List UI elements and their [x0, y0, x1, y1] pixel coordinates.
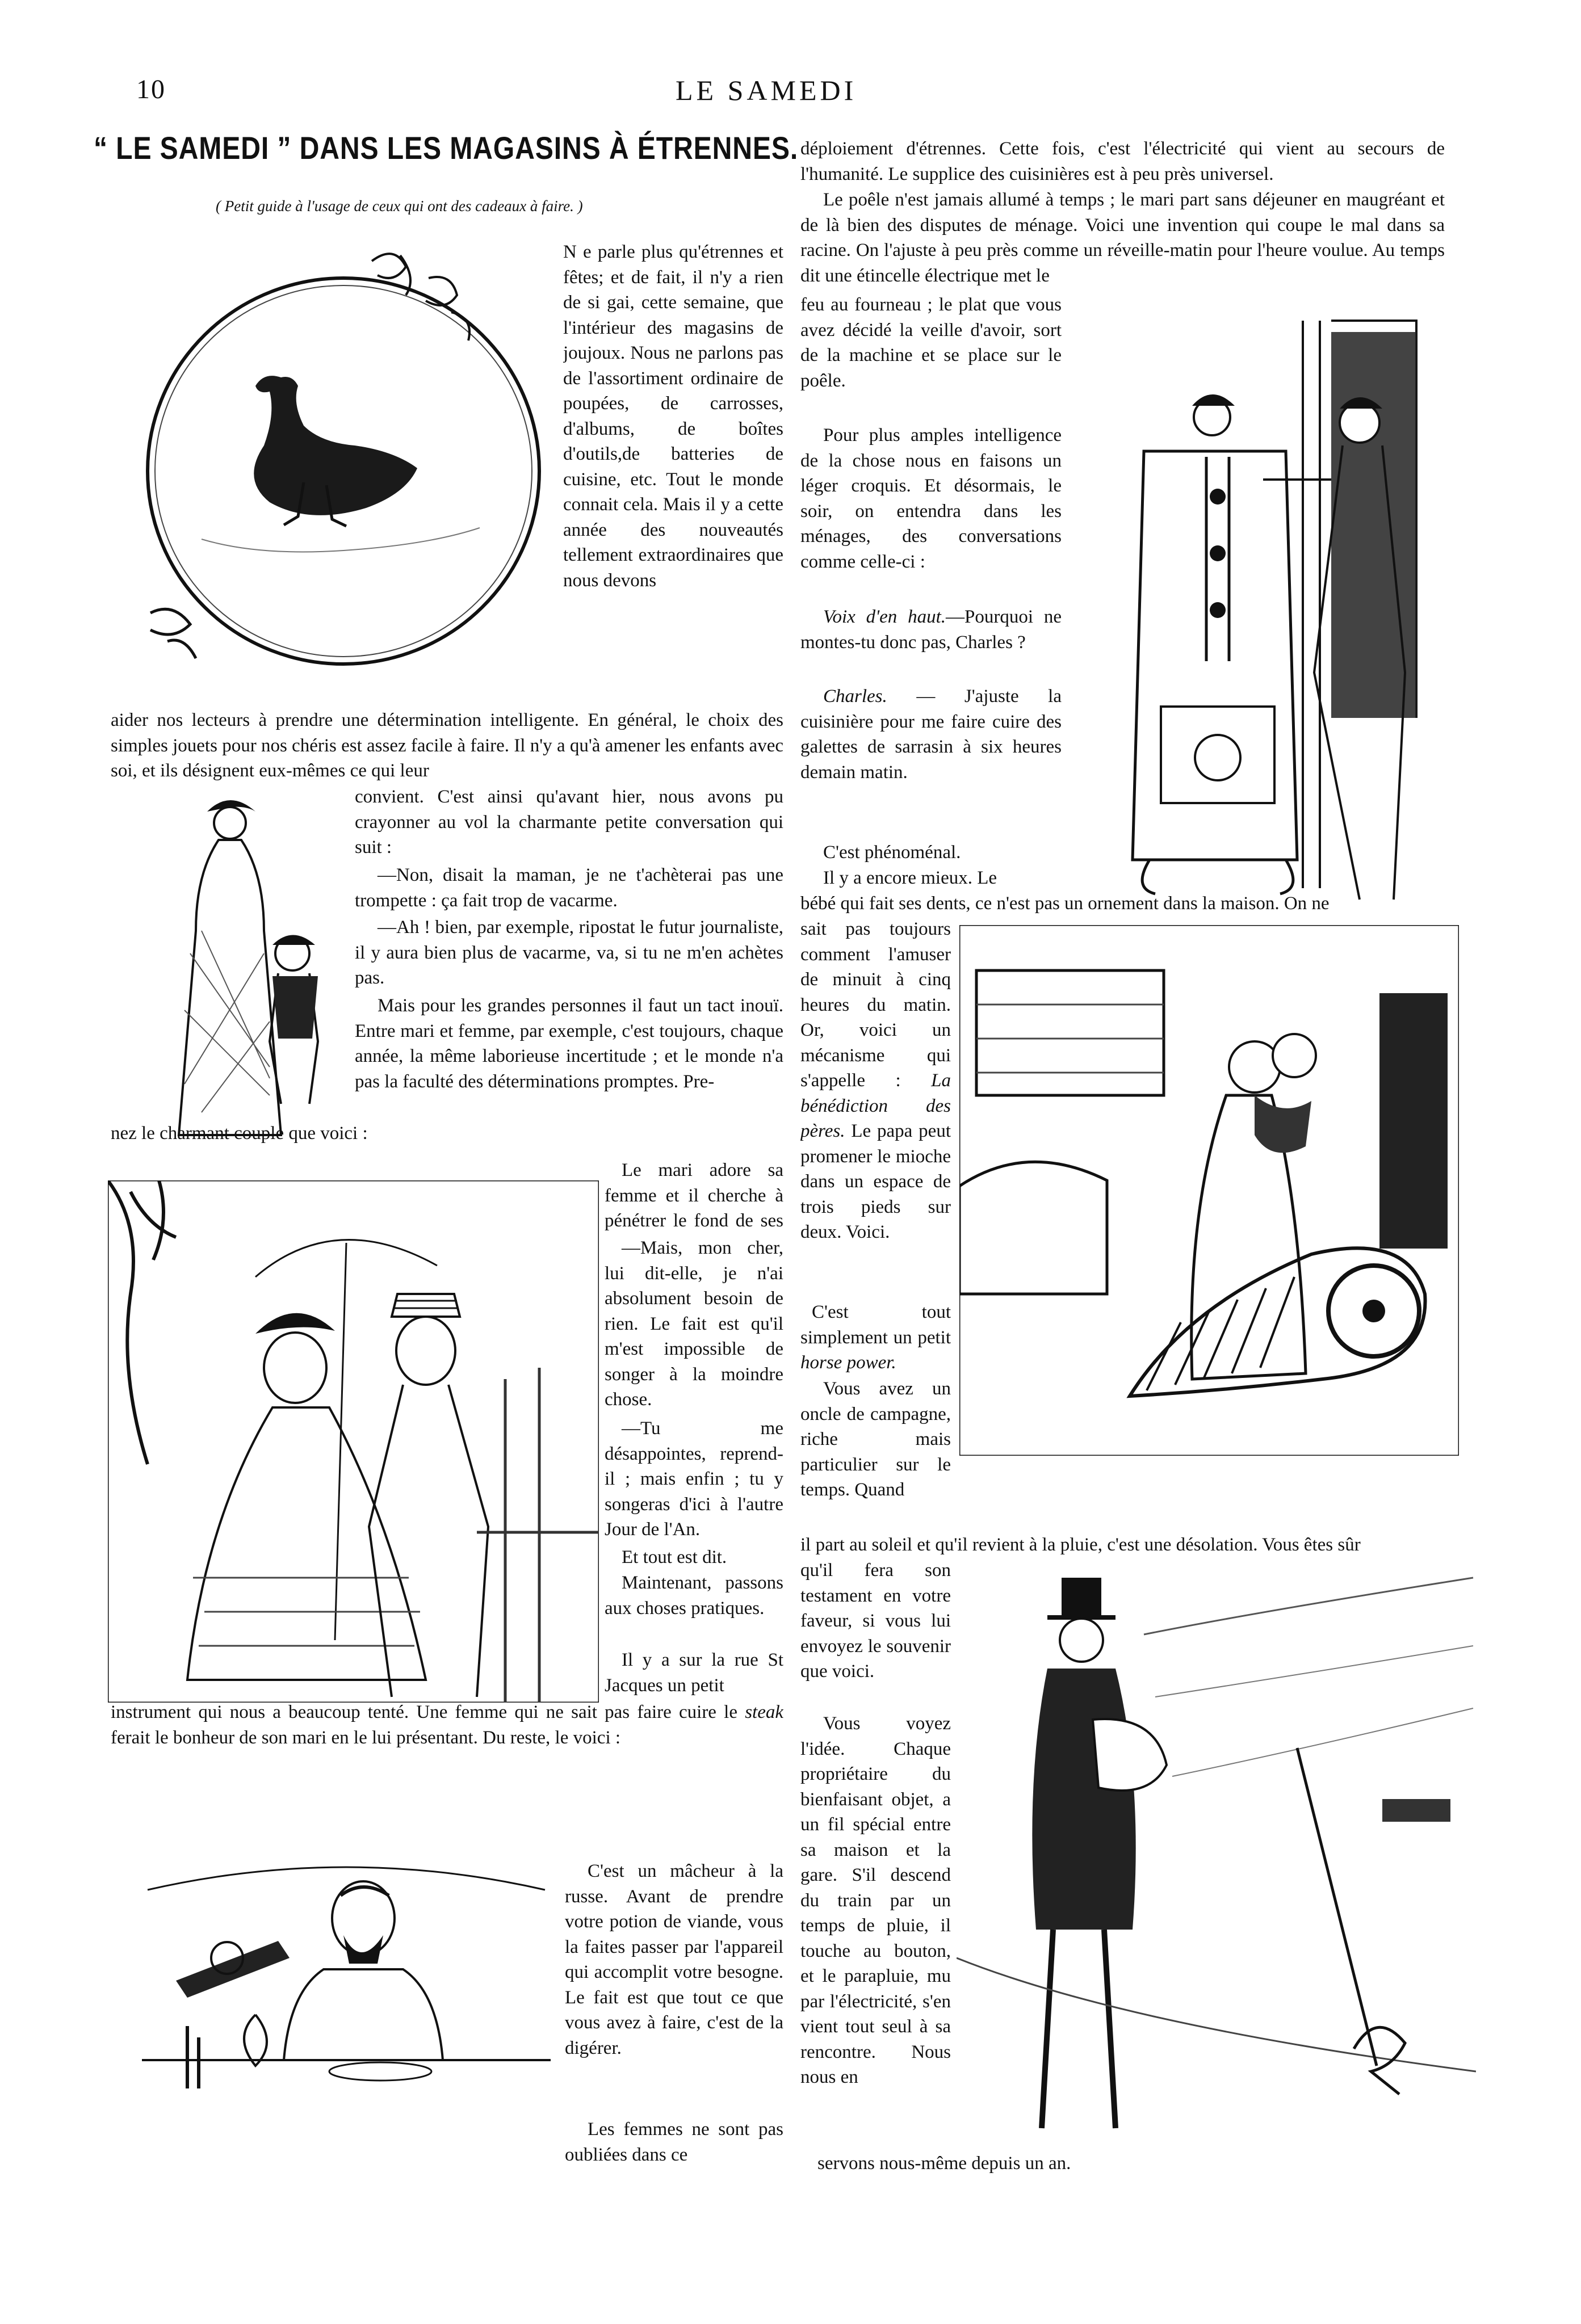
col1-paragraph-10: —Tu me désappointes, reprend-il ; mais enfin ; tu y songeras d'ici à l'autre Jour de l'An.	[605, 1418, 783, 1540]
col1-paragraph-16: Les femmes ne sont pas oubliées dans ce	[565, 2119, 783, 2165]
col2-paragraph-5: Voix d'en haut.—Pourquoi ne montes-tu donc pas, Charles ?	[800, 607, 1062, 653]
col2-paragraph-1: déploiement d'étrennes. Cette fois, c'est l'électricité qui vient au secours de l'humanité. Le supplice des cuisinières est à peu près universel.	[800, 138, 1445, 184]
col1-paragraph-11: Et tout est dit.	[622, 1547, 727, 1567]
page-number: 10	[136, 74, 166, 104]
col1-paragraph-5: —Ah ! bien, par exemple, ripostat le futur journaliste, il y aura bien plus de vacarme, va, si tu ne m'en achètes pas.	[355, 917, 783, 988]
col2-paragraph-11: C'est tout simplement un petit horse power.	[800, 1302, 951, 1373]
col2-paragraph-9: bébé qui fait ses dents, ce n'est pas un ornement dans la maison. On ne	[800, 893, 1330, 914]
col2-paragraph-10: sait pas toujours comment l'amuser de minuit à cinq heures du matin. Or, voici un mécanisme qui s'appelle : La bénédiction des pères. Le papa peut promener le mioche dans un espace de trois pieds sur deux. Voici.	[800, 919, 951, 1242]
col1-paragraph-2: aider nos lecteurs à prendre une détermination intelligente. En général, le choix des simples jouets pour nos chéris est assez facile à faire. Il n'y a qu'à amener les enfants avec soi, et ils désignent eux-mêmes ce qui leur	[111, 710, 783, 781]
couple-illustration	[108, 1180, 599, 1703]
article-subtitle: ( Petit guide à l'usage de ceux qui ont des cadeaux à faire. )	[216, 197, 583, 215]
col2-paragraph-13: il part au soleil et qu'il revient à la pluie, c'est une désolation. Vous êtes sûr	[800, 1535, 1361, 1555]
col2-paragraph-14: qu'il fera son testament en votre faveur, si vous lui envoyez le souvenir que voici.	[800, 1560, 951, 1682]
col1-paragraph-15: C'est un mâcheur à la russe. Avant de prendre votre potion de viande, vous la faites passer par l'appareil qui accomplit votre besogne. Le fait est que tout ce que vous avez à faire, c'est de la digérer.	[565, 1861, 783, 2058]
col1-paragraph-13: Il y a sur la rue St Jacques un petit	[605, 1650, 783, 1696]
col1-paragraph-8: Le mari adore sa femme et il cherche à pénétrer le fond de ses	[605, 1160, 783, 1231]
col2-paragraph-15: Vous voyez l'idée. Chaque propriétaire du bienfaisant objet, a un fil spécial entre sa maison et la gare. S'il descend du train par un temps de pluie, il touche au bouton, et le parapluie, mu par l'électricité, s'en vient tout seul à sa rencontre. Nous nous en	[800, 1713, 951, 2087]
col1-paragraph-12: Maintenant, passons aux choses pratiques.	[605, 1573, 783, 1619]
col2-paragraph-3: feu au fourneau ; le plat que vous avez décidé la veille d'avoir, sort de la machine et se place sur le poêle.	[800, 295, 1062, 391]
col1-paragraph-9: —Mais, mon cher, lui dit-elle, je n'ai absolument besoin de rien. Le fait est qu'il m'est impossible de songer à la moindre chose.	[605, 1238, 783, 1410]
umbrella-illustration	[957, 1561, 1476, 2151]
mother-child-illustration	[145, 783, 341, 1146]
col2-paragraph-8: Il y a encore mieux. Le	[823, 868, 997, 888]
electric-stove-illustration	[1064, 309, 1448, 905]
chewer-illustration	[142, 1856, 551, 2094]
col1-intro-paragraph: N e parle plus qu'étrennes et fêtes; et de fait, il n'y a rien de si gai, cette semaine, que l'intérieur des magasins de joujoux. Nous ne parlons pas de l'assortiment ordinaire de poupées, de carrosses, d'albums, de boîtes d'outils,de batteries de cuisine, etc. Tout le monde connait cela. Mais il y a cette année des nouveautés tellement extraordinaires que nous devons	[563, 242, 783, 591]
col1-paragraph-14: instrument qui nous a beaucoup tenté. Une femme qui ne sait pas faire cuire le steak ferait le bonheur de son mari en le lui présentant. Du reste, le voici :	[111, 1702, 783, 1748]
col2-paragraph-7: C'est phénoménal.	[823, 842, 961, 863]
col1-paragraph-3: convient. C'est ainsi qu'avant hier, nous avons pu crayonner au vol la charmante petite conversation qui suit :	[355, 787, 783, 858]
baby-treadmill-illustration	[959, 925, 1459, 1456]
col2-paragraph-6: Charles. — J'ajuste la cuisinière pour me faire cuire des galettes de sarrasin à six heures demain matin.	[800, 686, 1062, 783]
col2-paragraph-12: Vous avez un oncle de campagne, riche mais particulier sur le temps. Quand	[800, 1379, 951, 1500]
masthead: LE SAMEDI	[676, 74, 857, 106]
col1-paragraph-6: Mais pour les grandes personnes il faut un tact inouï. Entre mari et femme, par exemple, c'est toujours, chaque année, la même laborieuse incertitude ; et le monde n'a pas la faculté des déterminations promptes. Pre-	[355, 995, 783, 1092]
col2-paragraph-2: Le poêle n'est jamais allumé à temps ; le mari part sans déjeuner en maugréant et de là bien des disputes de ménage. Voici une invention qui coupe le mal dans sa racine. On l'ajuste à peu près comme un réveille-matin pour l'heure voulue. Au temps dit une étincelle électrique met le	[800, 190, 1445, 286]
article-title: “ LE SAMEDI ” DANS LES MAGASINS À ÉTRENNES.	[94, 130, 799, 166]
col1-paragraph-7: nez le charmant couple que voici :	[111, 1123, 368, 1144]
col2-paragraph-16: servons nous-même depuis un an.	[817, 2153, 1071, 2174]
col2-paragraph-4: Pour plus amples intelligence de la chose nous en faisons un léger croquis. Et désormais, le soir, on entendra dans les ménages, des conversations comme celle-ci :	[800, 425, 1062, 572]
goose-illustration	[133, 244, 553, 675]
col1-paragraph-4: —Non, disait la maman, je ne t'achèterai pas une trompette : ça fait trop de vacarme.	[355, 865, 783, 911]
